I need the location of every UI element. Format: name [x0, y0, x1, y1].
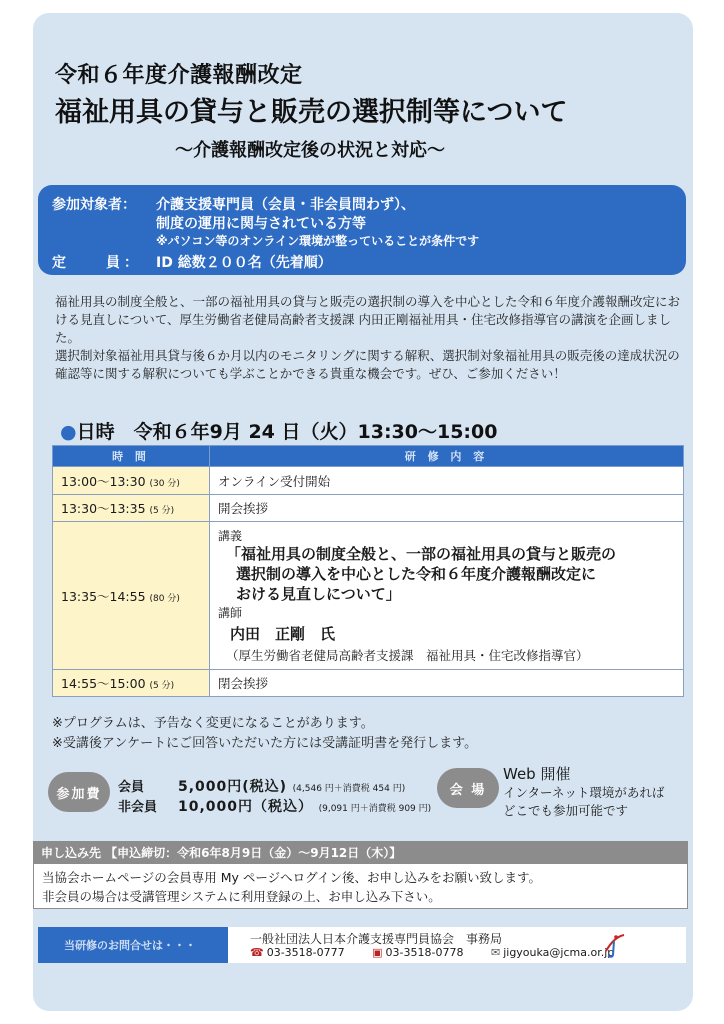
capacity-text: ID 総数２００名（先着順）: [156, 255, 332, 271]
mail-icon: ✉: [490, 946, 501, 959]
organization-name: 一般社団法人日本介護支援専門員協会 事務局: [250, 932, 503, 946]
tel-number: 03-3518-0777: [266, 946, 345, 959]
email-address[interactable]: jigyouka@jcma.or.jp: [503, 946, 615, 959]
fee-member: 会員 5,000円(税込) (4,546 円＋消費税 454 円): [118, 779, 406, 795]
speaker-affiliation: （厚生労働省老健局高齢者支援課 福祉用具・住宅改修指導官）: [226, 648, 589, 663]
page-title-line1: 令和６年度介護報酬改定: [55, 63, 303, 88]
fee-nonmember: 非会員 10,000円（税込） (9,091 円＋消費税 909 円): [118, 799, 432, 815]
lecture-title-1: 「福祉用具の制度全般と、一部の福祉用具の貸与と販売の: [226, 545, 617, 563]
note-1: ※プログラムは、予告なく変更になることがあります。: [52, 716, 374, 731]
table-row: [53, 467, 684, 495]
apply-line-1: 当協会ホームページの会員専用 My ページへログイン後、お申し込みをお願い致します。: [42, 870, 542, 885]
page-subtitle: ～介護報酬改定後の状況と対応～: [175, 140, 445, 161]
table-row: [53, 495, 684, 522]
note-2: ※受講後アンケートにご回答いただいた方には受講証明書を発行します。: [52, 736, 478, 751]
fee-badge: 参加費: [48, 772, 110, 812]
target-audience-box: [38, 185, 686, 275]
intro-text: [55, 293, 685, 383]
intro-paragraph-1: 福祉用具の制度全般と、一部の福祉用具の貸与と販売の選択制の導入を中心とした令和６年度介護報酬改定における見直しについて、厚生労働省老健局高齢者支援課 内田正剛福祉用具・住宅改修指導官の講演を企画しました。: [55, 294, 681, 345]
fax-number: 03-3518-0778: [385, 946, 464, 959]
target-line1: 介護支援専門員（会員・非会員問わず）、: [156, 197, 415, 213]
content-cell: 閉会挨拶: [210, 670, 684, 697]
time-cell: 13:30～13:35 (5 分): [53, 495, 210, 522]
lecture-label: 講義: [218, 529, 243, 543]
apply-header: 申し込み先 【申込締切：令和6年8月9日（金）～9月12日（木）】: [33, 841, 688, 863]
schedule-table: [52, 445, 684, 697]
target-note: ※パソコン等のオンライン環境が整っていることが条件です: [156, 234, 480, 248]
lecture-title-2: 選択制の導入を中心とした令和６年度介護報酬改定に: [236, 565, 597, 583]
apply-line-2: 非会員の場合は受講管理システムに利用登録の上、お申し込み下さい。: [42, 889, 441, 904]
venue-text: インターネット環境があれば どこでも参加可能です: [503, 785, 665, 818]
notes: [52, 714, 477, 754]
time-cell: 13:00～13:30 (30 分): [53, 467, 210, 495]
time-cell: 13:35～14:55 (80 分): [53, 522, 210, 670]
lecture-cell: [210, 522, 684, 670]
venue-badge: 会 場: [437, 768, 499, 808]
lecture-title-3: おける見直しについて」: [236, 585, 401, 603]
speaker-name: 内田 正剛 氏: [230, 625, 336, 643]
contact-info: [228, 927, 686, 963]
venue-title: Web 開催: [503, 765, 571, 783]
fax-icon: ▣: [372, 946, 383, 959]
date-label: 日時: [76, 421, 115, 443]
date-text: 令和６年9月 24 日（火）13:30～15:00: [133, 421, 498, 443]
target-label: 参加対象者：: [52, 197, 136, 213]
intro-paragraph-2: 選択制対象福祉用具貸与後６か月以内のモニタリングに関する解釈、選択制対象福祉用具の販売後の達成状況の確認等に関する解釈についても学ぶことかできる貴重な機会です。ぜひ、ご参加ください！: [55, 348, 680, 381]
target-line2: 制度の運用に関与されている方等: [156, 216, 366, 232]
capacity-label: 定 員：: [52, 255, 142, 271]
bullet-icon: ●: [60, 421, 77, 443]
table-row: [53, 522, 684, 670]
content-cell: 開会挨拶: [210, 495, 684, 522]
apply-body: [33, 863, 688, 909]
col-header-time: 時 間: [53, 446, 210, 467]
speaker-label: 講師: [218, 606, 243, 620]
contact-label: 当研修のお問合せは・・・: [38, 927, 228, 963]
col-header-content: 研 修 内 容: [210, 446, 684, 467]
contact-line: [250, 946, 638, 959]
time-cell: 14:55～15:00 (5 分): [53, 670, 210, 697]
phone-icon: ☎: [250, 946, 264, 959]
content-cell: オンライン受付開始: [210, 467, 684, 495]
date-line: [60, 417, 497, 444]
association-logo: [600, 931, 628, 959]
table-row: [53, 670, 684, 697]
page-title-line2: 福祉用具の貸与と販売の選択制等について: [55, 97, 568, 128]
